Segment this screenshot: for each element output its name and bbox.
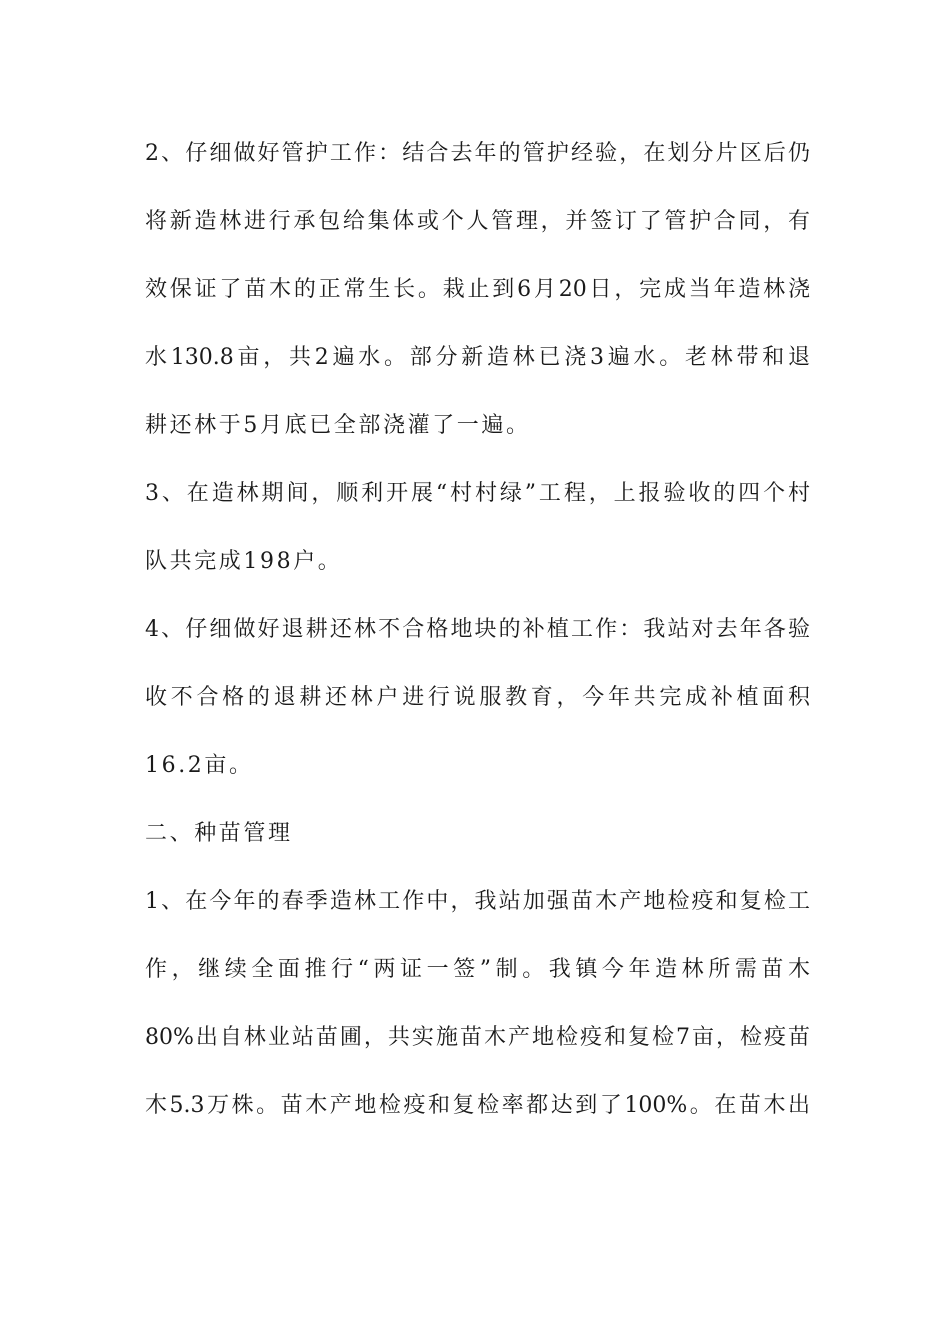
paragraph-line: 作，继续全面推行“两证一签”制。我镇今年造林所需苗木 bbox=[145, 957, 810, 982]
section-heading: 二、种苗管理 bbox=[145, 821, 293, 846]
paragraph-line: 水130.8亩，共2遍水。部分新造林已浇3遍水。老林带和退 bbox=[145, 345, 810, 370]
paragraph-line: 1、在今年的春季造林工作中，我站加强苗木产地检疫和复检工 bbox=[145, 889, 810, 914]
document-body bbox=[145, 125, 810, 1145]
paragraph-line: 队共完成198户。 bbox=[145, 549, 343, 574]
paragraph-line: 16.2亩。 bbox=[145, 753, 254, 778]
paragraph-line: 3、在造林期间，顺利开展“村村绿”工程，上报验收的四个村 bbox=[145, 481, 810, 506]
paragraph-line: 木5.3万株。苗木产地检疫和复检率都达到了100%。在苗木出 bbox=[145, 1093, 810, 1118]
paragraph-line: 收不合格的退耕还林户进行说服教育，今年共完成补植面积 bbox=[145, 685, 810, 710]
paragraph-line: 将新造林进行承包给集体或个人管理，并签订了管护合同，有 bbox=[145, 209, 810, 234]
paragraph-line: 80%出自林业站苗圃，共实施苗木产地检疫和复检7亩，检疫苗 bbox=[145, 1025, 810, 1050]
paragraph-line: 4、仔细做好退耕还林不合格地块的补植工作：我站对去年各验 bbox=[145, 617, 810, 642]
paragraph-line: 效保证了苗木的正常生长。栽止到6月20日，完成当年造林浇 bbox=[145, 277, 810, 302]
paragraph-line: 2、仔细做好管护工作：结合去年的管护经验，在划分片区后仍 bbox=[145, 141, 810, 166]
paragraph-line: 耕还林于5月底已全部浇灌了一遍。 bbox=[145, 413, 531, 438]
